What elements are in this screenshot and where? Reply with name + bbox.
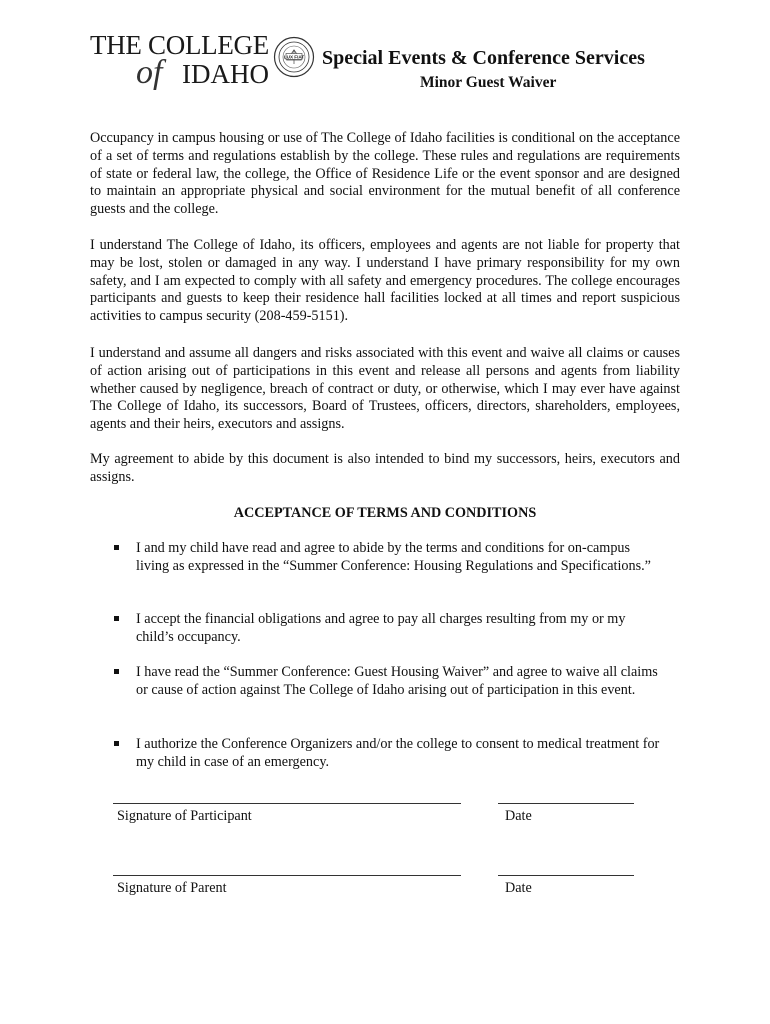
paragraph-risks: I understand and assume all dangers and risks associated with this event and waive all claims or causes of action arising out of participations in this event and release all persons and agents from liability whether caused by negligence, breach of contract or duty, or otherwise, which I may ever have against The College of Idaho, its successors, Board of Trustees, officers, directors, shareholders, employees, agents and their heirs, executors and assigns. bbox=[90, 345, 680, 433]
college-logo bbox=[90, 30, 318, 92]
paragraph-liability: I understand The College of Idaho, its officers, employees and agents are not liable for property that may be lost, stolen or damaged in any way. I understand I have primary responsibility for my own safety, and I am expected to comply with all safety and emergency procedures. The college encourages participants and guests to keep their residence hall facilities locked at all times and report suspicious activities to campus security (208-459-5151). bbox=[90, 237, 680, 325]
list-item-text: I and my child have read and agree to abide by the terms and conditions for on-campus living as expressed in the “Summer Conference: Housing Regulations and Specifications.” bbox=[136, 540, 651, 574]
participant-signature-line[interactable] bbox=[113, 803, 461, 804]
parent-date-label: Date bbox=[505, 880, 532, 896]
bullet-square-icon bbox=[114, 545, 119, 550]
parent-signature-label: Signature of Parent bbox=[117, 880, 227, 896]
list-item-text: I accept the financial obligations and agree to pay all charges resulting from my or my child’s occupancy. bbox=[136, 611, 626, 645]
bullet-square-icon bbox=[114, 669, 119, 674]
participant-date-line[interactable] bbox=[498, 803, 634, 804]
bullet-square-icon bbox=[114, 741, 119, 746]
logo-of: of bbox=[136, 54, 163, 91]
list-item-text: I have read the “Summer Conference: Guest Housing Waiver” and agree to waive all claims or cause of action against The College of Idaho arising out of participation in this event. bbox=[136, 664, 658, 698]
acceptance-heading: ACCEPTANCE OF TERMS AND CONDITIONS bbox=[233, 505, 537, 521]
participant-signature-label: Signature of Participant bbox=[117, 808, 252, 824]
bullet-square-icon bbox=[114, 616, 119, 621]
logo-line-1: THE COLLEGE bbox=[90, 30, 269, 60]
parent-date-line[interactable] bbox=[498, 875, 634, 876]
paragraph-agreement: My agreement to abide by this document is also intended to bind my successors, heirs, executors and assigns. bbox=[90, 451, 680, 485]
page-subtitle: Minor Guest Waiver bbox=[420, 74, 557, 91]
paragraph-occupancy: Occupancy in campus housing or use of The College of Idaho facilities is conditional on the acceptance of a set of terms and regulations establish by the college. These rules and regulations are requirements of state or federal law, the college, the Office of Residence Life or the event sponsor and are designed to maintain an appropriate physical and social environment for the mutual benefit of all conference guests and the college. bbox=[90, 130, 680, 218]
parent-signature-line[interactable] bbox=[113, 875, 461, 876]
seal-motto: LUX FIAT bbox=[283, 54, 305, 60]
logo-line-2: IDAHO bbox=[182, 59, 269, 89]
page-title: Special Events & Conference Services bbox=[322, 47, 645, 69]
list-item-text: I authorize the Conference Organizers and/or the college to consent to medical treatment for my child in case of an emergency. bbox=[136, 736, 660, 770]
college-seal-icon bbox=[273, 36, 315, 78]
participant-date-label: Date bbox=[505, 808, 532, 824]
